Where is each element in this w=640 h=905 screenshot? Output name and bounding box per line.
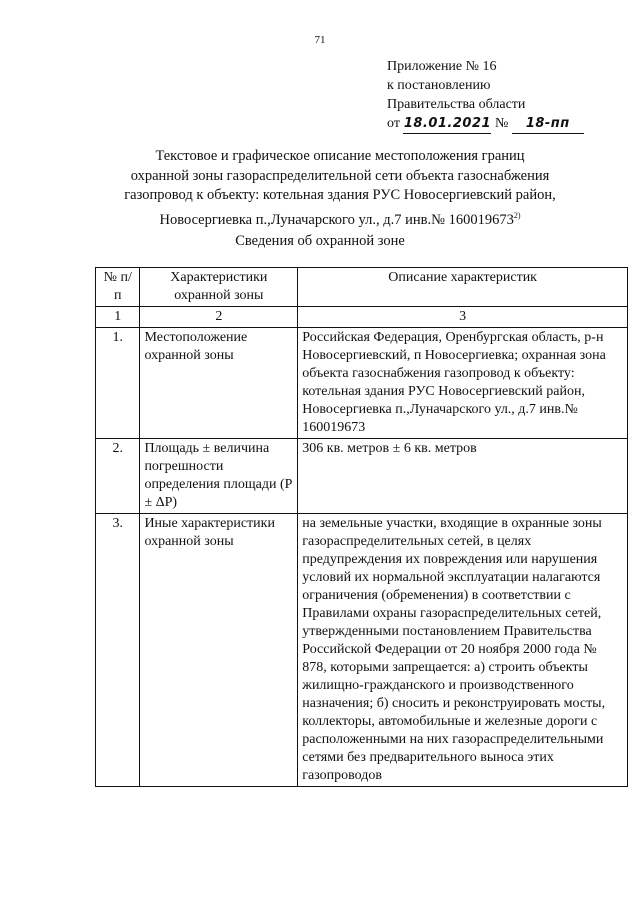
column-number-row xyxy=(96,307,628,328)
table-header-row xyxy=(96,268,628,307)
row-name: Местоположение охранной зоны xyxy=(140,328,298,439)
row-description: 306 кв. метров ± 6 кв. метров xyxy=(298,439,628,514)
column-number-1: 1 xyxy=(96,307,140,328)
column-number-2: 2 xyxy=(140,307,298,328)
table-row xyxy=(96,514,628,787)
section-subtitle: Сведения об охранной зоне xyxy=(235,233,405,249)
appendix-line-3: Правительства области xyxy=(387,97,526,112)
handwritten-number: 18-пп xyxy=(525,116,570,131)
footnote-mark: 2) xyxy=(513,210,521,220)
column-number-3: 3 xyxy=(298,307,628,328)
handwritten-date: 18.01.2021 xyxy=(403,116,492,131)
title-line-1: Текстовое и графическое описание местоположения границ xyxy=(155,148,525,164)
title-line-2: охранной зоны газораспределительной сети объекта газоснабжения xyxy=(130,167,550,184)
row-description: на земельные участки, входящие в охранные зоны газораспределительных сетей, в целях предупреждения их повреждения или нарушения условий их нормальной эксплуатации налагаются ограничения (обременения) в соответствии с Правилами охраны газораспределительных сетей, утвержденными постановлением Правительства Российской Федерации от 20 ноября 2000 года № 878, которыми запрещается: а) строить объекты жилищно-гражданского и производственного назначения; б) сносить и реконструировать мосты, коллекторы, автомобильные и железные дороги с расположенными на них газораспределительными сетями без предварительного выноса этих газопроводов xyxy=(298,514,628,787)
row-name: Площадь ± величина погрешности определения площади (P ± ΔP) xyxy=(140,439,298,514)
row-number: 1. xyxy=(96,328,140,439)
row-name: Иные характеристики охранной зоны xyxy=(140,514,298,787)
zone-info-table xyxy=(95,267,628,787)
appendix-date-line xyxy=(387,114,584,134)
page-number: 71 xyxy=(314,34,326,46)
number-label: № xyxy=(494,116,509,131)
row-number: 2. xyxy=(96,439,140,514)
appendix-header xyxy=(387,57,584,134)
appendix-line-1: Приложение № 16 xyxy=(387,59,497,74)
title-line-3: газопровод к объекту: котельная здания РУС Новосергиевский район, xyxy=(124,187,556,203)
row-number: 3. xyxy=(96,514,140,787)
from-label: от xyxy=(387,116,400,131)
header-description: Описание характеристик xyxy=(298,268,628,307)
title-line-4: Новосергиевка п.,Луначарского ул., д.7 инв.№ 160019673$^{2)}$ xyxy=(159,210,521,228)
table-row xyxy=(96,439,628,514)
header-characteristics: Характеристики охранной зоны xyxy=(140,268,298,307)
header-number: № п/п xyxy=(96,268,140,307)
table-row xyxy=(96,328,628,439)
appendix-line-2: к постановлению xyxy=(387,78,491,93)
row-description: Российская Федерация, Оренбургская область, р-н Новосергиевский, п Новосергиевка; охранная зона объекта газоснабжения газопровод к объекту: котельная здания РУС Новосергиевский район, Новосергиевка п.,Луначарского ул., д.7 инв.№ 160019673 xyxy=(298,328,628,439)
document-title xyxy=(80,147,600,230)
